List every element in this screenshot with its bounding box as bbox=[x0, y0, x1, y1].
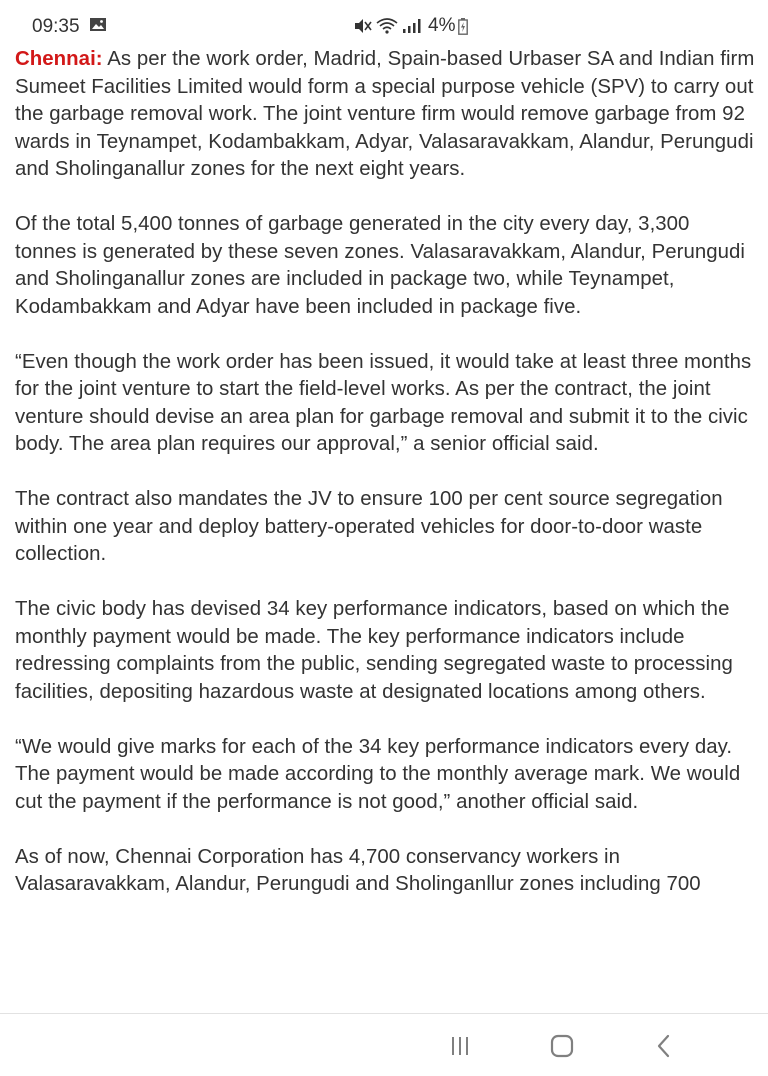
gallery-icon bbox=[90, 18, 106, 31]
article-paragraph: “Even though the work order has been issued, it would take at least three months for the joint venture to start the field-level works. As per the contract, the joint venture should devise an area plan for garbage removal and submit it to the civic body. The area plan requires our approval,” a senior official said. bbox=[15, 350, 752, 455]
home-button[interactable] bbox=[542, 1032, 582, 1060]
article-paragraph bbox=[15, 46, 755, 184]
wifi-icon bbox=[376, 18, 398, 34]
home-icon bbox=[542, 1032, 582, 1060]
back-button[interactable] bbox=[642, 1032, 682, 1060]
mute-icon bbox=[354, 18, 372, 34]
paragraph-text: As per the work order, Madrid, Spain-based Urbaser SA and Indian firm Sumeet Facilities Limited would form a special purpose vehicle (SPV) to carry out the garbage removal work. The joint venture firm would remove garbage from 92 wards in Teynampet, Kodambakkam, Adyar, Valasaravakkam, Alandur, Perungudi and Sholinganallur zones for the next eight years. bbox=[15, 48, 755, 180]
back-icon bbox=[642, 1032, 682, 1060]
dateline: Chennai: bbox=[15, 48, 103, 70]
battery-icon bbox=[458, 18, 468, 35]
article-paragraph: The contract also mandates the JV to ensure 100 per cent source segregation within one year and deploy battery-operated vehicles for door-to-door waste collection. bbox=[15, 488, 723, 565]
article-paragraph: As of now, Chennai Corporation has 4,700 conservancy workers in Valasaravakkam, Alandur, Perungudi and Sholinganllur zones including 700 bbox=[15, 845, 701, 895]
article-paragraph: The civic body has devised 34 key performance indicators, based on which the monthly payment would be made. The key performance indicators include redressing complaints from the public, sending segregated waste to processing facilities, depositing hazardous waste at designated locations among others. bbox=[15, 598, 733, 703]
status-bar bbox=[0, 0, 768, 46]
status-icons bbox=[354, 15, 468, 37]
navigation-bar bbox=[0, 1014, 768, 1076]
article-paragraph: “We would give marks for each of the 34 key performance indicators every day. The payment would be made according to the monthly average mark. We would cut the payment if the performance is not good,” another official said. bbox=[15, 735, 741, 813]
article-body bbox=[15, 46, 755, 926]
recent-apps-button[interactable] bbox=[441, 1032, 481, 1060]
status-time: 09:35 bbox=[32, 16, 80, 37]
article-paragraph: Of the total 5,400 tonnes of garbage generated in the city every day, 3,300 tonnes is generated by these seven zones. Valasaravakkam, Alandur, Perungudi and Sholinganallur zones are included in package two, while Teynampet, Kodambakkam and Adyar have been included in package five. bbox=[15, 213, 746, 318]
recent-apps-icon bbox=[441, 1032, 481, 1060]
signal-icon bbox=[400, 18, 422, 34]
battery-percent: 4% bbox=[428, 15, 456, 36]
